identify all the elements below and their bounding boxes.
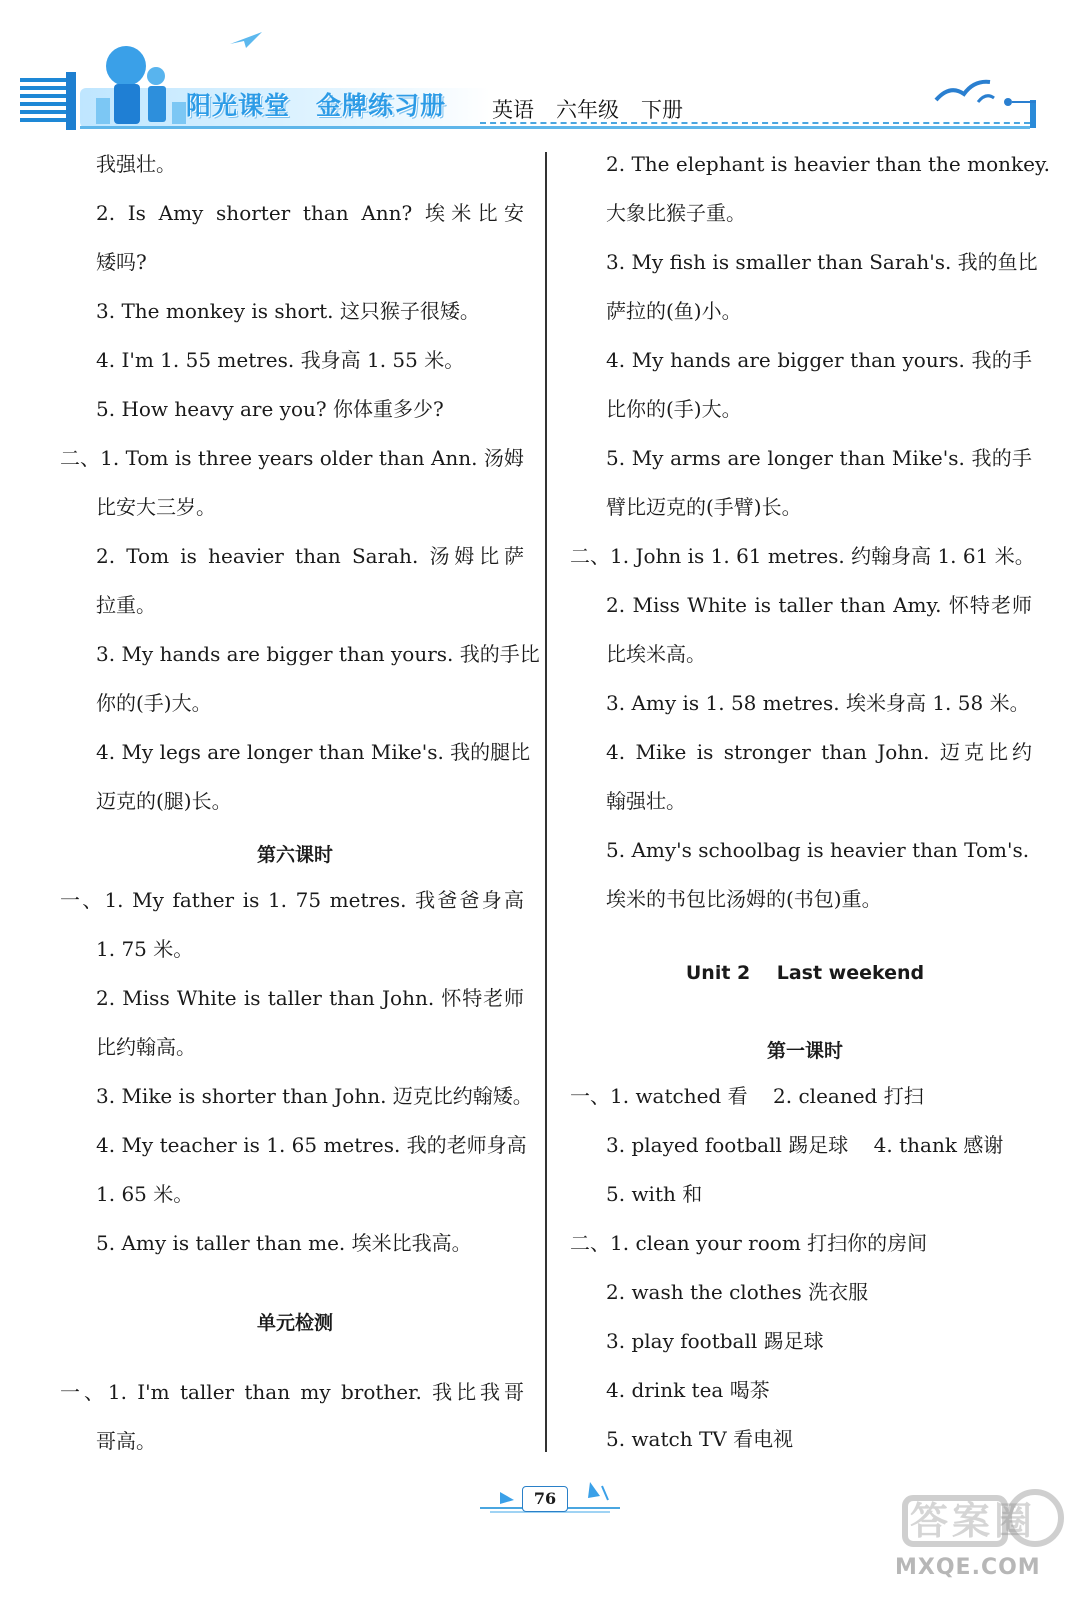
text-line: 比埃米高。 [606, 642, 706, 666]
text-line: 翰强壮。 [606, 789, 686, 813]
text-line: 一、1. My father is 1. 75 metres. 我爸爸身高 [60, 888, 524, 912]
text-line: 一、1. watched 看 2. cleaned 打扫 [570, 1084, 924, 1108]
section-heading: 单元检测 [256, 1312, 333, 1334]
brand-title [186, 86, 472, 122]
text-line: 一、1. I'm taller than my brother. 我比我哥 [60, 1380, 524, 1404]
text-line: 5. Amy's schoolbag is heavier than Tom's. [606, 838, 1030, 862]
text-line: 大象比猴子重。 [606, 201, 746, 225]
text-line: 2. Tom is heavier than Sarah. 汤姆比萨 [96, 544, 524, 568]
text-line: 3. Mike is shorter than John. 迈克比约翰矮。 [96, 1084, 533, 1108]
header-rule [80, 126, 1030, 129]
text-line: 3. The monkey is short. 这只猴子很矮。 [96, 299, 480, 323]
paper-plane-icon [228, 30, 264, 50]
grade-label: 六年级 [556, 98, 619, 122]
header-dashed-rule [480, 122, 1030, 124]
text-line: 2. Miss White is taller than Amy. 怀特老师 [606, 593, 1032, 617]
header-bar [66, 72, 76, 130]
volume-label: 下册 [641, 98, 683, 122]
page-header [0, 0, 1091, 140]
sun-kid-logo-icon [84, 40, 194, 126]
text-line: 5. My arms are longer than Mike's. 我的手 [606, 446, 1032, 470]
text-line: 3. play football 踢足球 [606, 1329, 824, 1353]
text-line: 你的(手)大。 [96, 691, 212, 715]
text-line: 埃米的书包比汤姆的(书包)重。 [606, 887, 882, 911]
text-line: 1. 65 米。 [96, 1182, 194, 1206]
brand-name-1: 阳光课堂 [186, 91, 291, 120]
text-line: 二、1. clean your room 打扫你的房间 [570, 1231, 928, 1255]
text-line: 矮吗? [96, 250, 147, 274]
text-line: 5. How heavy are you? 你体重多少? [96, 397, 444, 421]
section-heading: 第六课时 [256, 844, 333, 866]
watermark-logo-text: 答案圈 [910, 1499, 1037, 1543]
text-line: 2. The elephant is heavier than the monkey. [606, 152, 1050, 176]
text-line: 3. My fish is smaller than Sarah's. 我的鱼比 [606, 250, 1038, 274]
text-line: 比约翰高。 [96, 1035, 196, 1059]
text-line: 4. I'm 1. 55 metres. 我身高 1. 55 米。 [96, 348, 465, 372]
text-line: 4. My legs are longer than Mike's. 我的腿比 [96, 740, 531, 764]
text-line: 3. My hands are bigger than yours. 我的手比 [96, 642, 540, 666]
text-line: 哥高。 [96, 1429, 156, 1453]
text-line: 萨拉的(鱼)小。 [606, 299, 742, 323]
text-line: 1. 75 米。 [96, 937, 194, 961]
text-line: 4. Mike is stronger than John. 迈克比约 [606, 740, 1032, 764]
page-number: 76 [522, 1486, 568, 1512]
column-divider [545, 152, 547, 1452]
text-line: 4. My teacher is 1. 65 metres. 我的老师身高 [96, 1133, 527, 1157]
text-line: 4. My hands are bigger than yours. 我的手 [606, 348, 1032, 372]
header-stripes [20, 78, 72, 128]
text-line: 我强壮。 [96, 152, 176, 176]
text-line: 比你的(手)大。 [606, 397, 742, 421]
text-line: 2. Is Amy shorter than Ann? 埃米比安 [96, 201, 524, 225]
text-line: 5. watch TV 看电视 [606, 1427, 794, 1451]
text-line: 比安大三岁。 [96, 495, 216, 519]
text-line: 3. Amy is 1. 58 metres. 埃米身高 1. 58 米。 [606, 691, 1030, 715]
subject-info [492, 94, 705, 124]
brand-name-2: 金牌练习册 [316, 91, 447, 120]
text-line: 5. Amy is taller than me. 埃米比我高。 [96, 1231, 472, 1255]
text-line: 臂比迈克的(手臂)长。 [606, 495, 802, 519]
text-line: 3. played football 踢足球 4. thank 感谢 [606, 1133, 1004, 1157]
text-line: 二、1. Tom is three years older than Ann. 汤姆 [60, 446, 524, 470]
subject-label: 英语 [492, 98, 534, 122]
text-line: 2. Miss White is taller than John. 怀特老师 [96, 986, 524, 1010]
text-line: 二、1. John is 1. 61 metres. 约翰身高 1. 61 米。 [570, 544, 1035, 568]
text-line: 迈克的(腿)长。 [96, 789, 232, 813]
text-line: 拉重。 [96, 593, 156, 617]
text-line: 5. with 和 [606, 1182, 703, 1206]
text-line: 2. wash the clothes 洗衣服 [606, 1280, 869, 1304]
section-heading: 第一课时 [766, 1040, 843, 1062]
seagull-icon [930, 74, 1040, 114]
unit-heading: Unit 2 Last weekend [685, 962, 925, 984]
watermark-text: MXQE.COM [895, 1555, 1041, 1580]
text-line: 4. drink tea 喝茶 [606, 1378, 770, 1402]
page-footer [470, 1470, 630, 1520]
